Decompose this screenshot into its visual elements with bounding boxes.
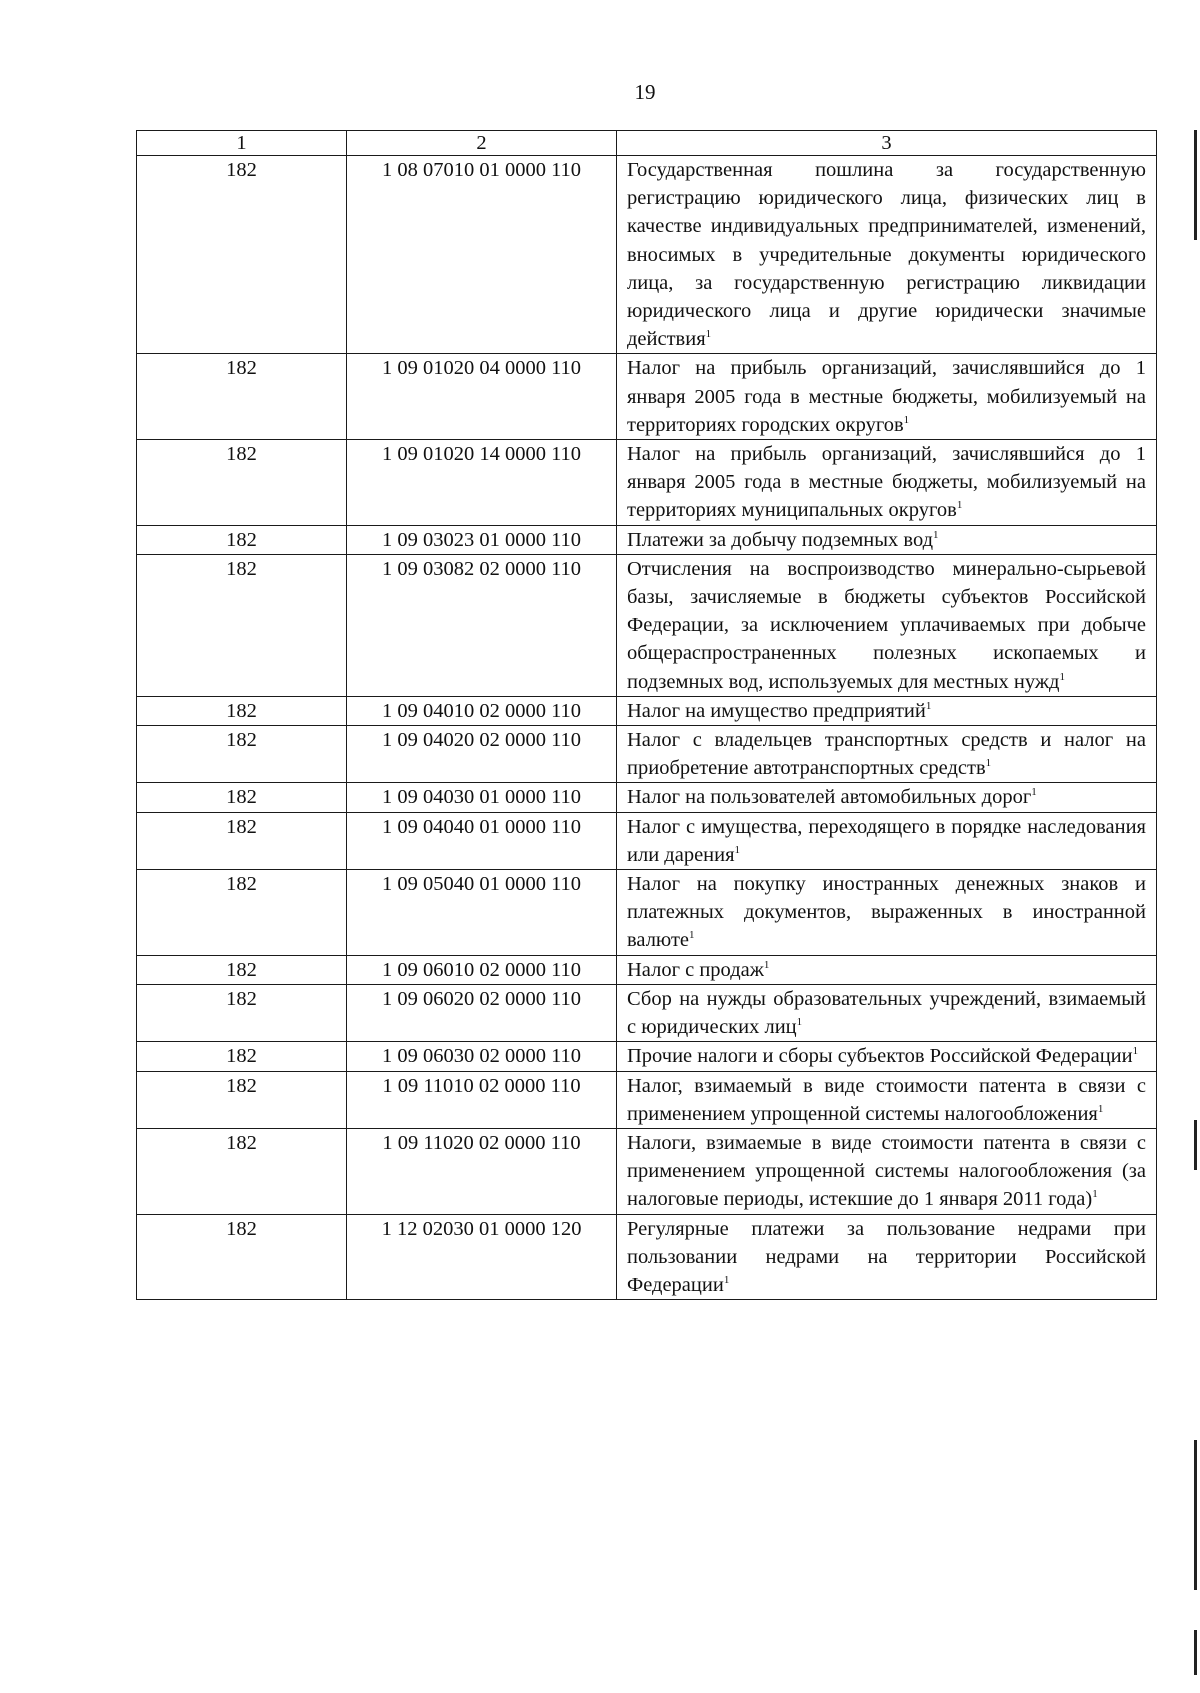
admin-code-cell: 182 bbox=[137, 870, 347, 956]
revenue-name-cell bbox=[617, 1071, 1157, 1128]
revenue-name-cell bbox=[617, 440, 1157, 526]
kbk-code-cell: 1 12 02030 01 0000 120 bbox=[347, 1214, 617, 1300]
revenue-name-cell bbox=[617, 812, 1157, 869]
revenue-name-text: Налоги, взимаемые в виде стоимости патента в связи с применением упрощенной системы налогообложения (за налоговые периоды, истекшие до 1 января 2011 года) bbox=[627, 1131, 1146, 1211]
revenue-name-cell bbox=[617, 984, 1157, 1041]
revenue-name-text: Налог на имущество предприятий bbox=[627, 699, 926, 722]
kbk-code-cell: 1 09 04030 01 0000 110 bbox=[347, 783, 617, 812]
revenue-name-cell bbox=[617, 726, 1157, 783]
revenue-name-text: Регулярные платежи за пользование недрами при пользовании недрами на территории Российской Федерации bbox=[627, 1217, 1146, 1296]
revenue-name-text: Налог на прибыль организаций, зачислявшийся до 1 января 2005 года в местные бюджеты, мобилизуемый на территориях городских округов bbox=[627, 357, 1146, 436]
revenue-name-text: Платежи за добычу подземных вод bbox=[627, 528, 934, 551]
admin-code-cell: 182 bbox=[137, 1214, 347, 1300]
revenue-name-text: Налог на покупку иностранных денежных знаков и платежных документов, выраженных в иностранной валюте bbox=[627, 873, 1146, 952]
kbk-code-cell: 1 09 11010 02 0000 110 bbox=[347, 1071, 617, 1128]
admin-code-cell: 182 bbox=[137, 1128, 347, 1214]
table-row bbox=[137, 696, 1157, 725]
table-row bbox=[137, 554, 1157, 696]
revenue-name-text: Налог с владельцев транспортных средств и налог на приобретение автотранспортных средств bbox=[627, 729, 1146, 780]
revenue-name-cell bbox=[617, 696, 1157, 725]
revenue-name-text: Налог с имущества, переходящего в порядке наследования или дарения bbox=[627, 815, 1146, 866]
table-row bbox=[137, 726, 1157, 783]
footnote-marker: 1 bbox=[933, 528, 939, 541]
footnote-marker: 1 bbox=[1132, 1045, 1139, 1058]
admin-code-cell: 182 bbox=[137, 726, 347, 783]
revenue-name-text: Сбор на нужды образовательных учреждений, взимаемый с юридических лиц bbox=[627, 987, 1146, 1039]
kbk-code-cell: 1 09 06010 02 0000 110 bbox=[347, 955, 617, 984]
footnote-marker: 1 bbox=[985, 757, 992, 770]
kbk-code-cell: 1 09 04020 02 0000 110 bbox=[347, 726, 617, 783]
admin-code-cell: 182 bbox=[137, 812, 347, 869]
revenue-name-text: Налог, взимаемый в виде стоимости патента в связи с применением упрощенной системы налогообложения bbox=[627, 1074, 1146, 1125]
table-row bbox=[137, 1214, 1157, 1300]
admin-code-cell: 182 bbox=[137, 1042, 347, 1071]
kbk-code-cell: 1 09 04010 02 0000 110 bbox=[347, 696, 617, 725]
table-row bbox=[137, 955, 1157, 984]
footnote-marker: 1 bbox=[689, 929, 695, 942]
kbk-code-cell: 1 09 03023 01 0000 110 bbox=[347, 525, 617, 554]
admin-code-cell: 182 bbox=[137, 440, 347, 526]
revenue-name-cell bbox=[617, 783, 1157, 812]
revenue-name-text: Государственная пошлина за государственную регистрацию юридического лица, физических лиц в качестве индивидуальных предпринимателей, изменений, вносимых в учредительные документы юридического лица, за государственную регистрацию ликвидации юридического лица и другие юридически значимые действия bbox=[627, 159, 1146, 351]
table-body bbox=[137, 131, 1157, 1300]
revenue-name-cell bbox=[617, 354, 1157, 440]
kbk-code-cell: 1 09 06030 02 0000 110 bbox=[347, 1042, 617, 1071]
table-row bbox=[137, 1071, 1157, 1128]
scan-edge-mark bbox=[1194, 130, 1197, 240]
revenue-name-text: Налог на пользователей автомобильных дорог bbox=[627, 786, 1032, 809]
scan-edge-mark bbox=[1194, 1120, 1197, 1170]
kbk-code-cell: 1 09 11020 02 0000 110 bbox=[347, 1128, 617, 1214]
table-row bbox=[137, 812, 1157, 869]
admin-code-cell: 182 bbox=[137, 783, 347, 812]
table-row bbox=[137, 783, 1157, 812]
revenue-name-cell bbox=[617, 525, 1157, 554]
revenue-name-cell bbox=[617, 156, 1157, 354]
kbk-code-cell: 1 09 04040 01 0000 110 bbox=[347, 812, 617, 869]
kbk-code-cell: 1 09 01020 14 0000 110 bbox=[347, 440, 617, 526]
table-row bbox=[137, 984, 1157, 1041]
footnote-marker: 1 bbox=[796, 1016, 803, 1029]
admin-code-cell: 182 bbox=[137, 1071, 347, 1128]
revenue-name-cell bbox=[617, 1214, 1157, 1300]
header-col-1: 1 bbox=[137, 131, 347, 156]
revenue-name-cell bbox=[617, 1042, 1157, 1071]
scan-edge-mark bbox=[1194, 1630, 1197, 1675]
header-col-2: 2 bbox=[347, 131, 617, 156]
table-row bbox=[137, 1042, 1157, 1071]
kbk-code-cell: 1 09 06020 02 0000 110 bbox=[347, 984, 617, 1041]
table-row bbox=[137, 440, 1157, 526]
admin-code-cell: 182 bbox=[137, 554, 347, 696]
scan-edge-mark bbox=[1194, 1440, 1197, 1590]
admin-code-cell: 182 bbox=[137, 955, 347, 984]
footnote-marker: 1 bbox=[1097, 1102, 1104, 1115]
revenue-name-cell bbox=[617, 554, 1157, 696]
table-row bbox=[137, 870, 1157, 956]
page-number: 19 bbox=[634, 80, 656, 104]
admin-code-cell: 182 bbox=[137, 354, 347, 440]
kbk-code-cell: 1 09 01020 04 0000 110 bbox=[347, 354, 617, 440]
admin-code-cell: 182 bbox=[137, 156, 347, 354]
footnote-marker: 1 bbox=[1059, 670, 1065, 683]
admin-code-cell: 182 bbox=[137, 525, 347, 554]
admin-code-cell: 182 bbox=[137, 696, 347, 725]
footnote-marker: 1 bbox=[903, 414, 910, 426]
footnote-marker: 1 bbox=[734, 844, 741, 857]
footnote-marker: 1 bbox=[956, 499, 963, 512]
header-col-3: 3 bbox=[617, 131, 1157, 156]
admin-code-cell: 182 bbox=[137, 984, 347, 1041]
revenue-name-text: Отчисления на воспроизводство минерально-сырьевой базы, зачисляемые в бюджеты субъектов Российской Федерации, за исключением уплачиваемых при добыче общераспространенных полезных ископаемых и подземных вод, используемых для местных нужд bbox=[627, 557, 1146, 693]
kbk-code-cell: 1 08 07010 01 0000 110 bbox=[347, 156, 617, 354]
revenue-codes-table bbox=[136, 130, 1157, 1300]
table-row bbox=[137, 1128, 1157, 1214]
footnote-marker: 1 bbox=[1092, 1188, 1098, 1201]
table-row bbox=[137, 354, 1157, 440]
footnote-marker: 1 bbox=[723, 1274, 730, 1287]
footnote-marker: 1 bbox=[1031, 786, 1037, 799]
revenue-name-text: Налог с продаж bbox=[627, 958, 764, 981]
revenue-name-cell bbox=[617, 955, 1157, 984]
revenue-name-cell bbox=[617, 1128, 1157, 1214]
footnote-marker: 1 bbox=[925, 700, 932, 713]
revenue-name-cell bbox=[617, 870, 1157, 956]
footnote-marker: 1 bbox=[705, 328, 712, 341]
footnote-marker: 1 bbox=[763, 958, 770, 971]
revenue-name-text: Налог на прибыль организаций, зачислявшийся до 1 января 2005 года в местные бюджеты, мобилизуемый на территориях муниципальных округов bbox=[627, 443, 1146, 522]
revenue-name-text: Прочие налоги и сборы субъектов Российской Федерации bbox=[627, 1045, 1133, 1068]
kbk-code-cell: 1 09 03082 02 0000 110 bbox=[347, 554, 617, 696]
table-row bbox=[137, 525, 1157, 554]
kbk-code-cell: 1 09 05040 01 0000 110 bbox=[347, 870, 617, 956]
header-row bbox=[137, 131, 1157, 156]
table-row bbox=[137, 156, 1157, 354]
